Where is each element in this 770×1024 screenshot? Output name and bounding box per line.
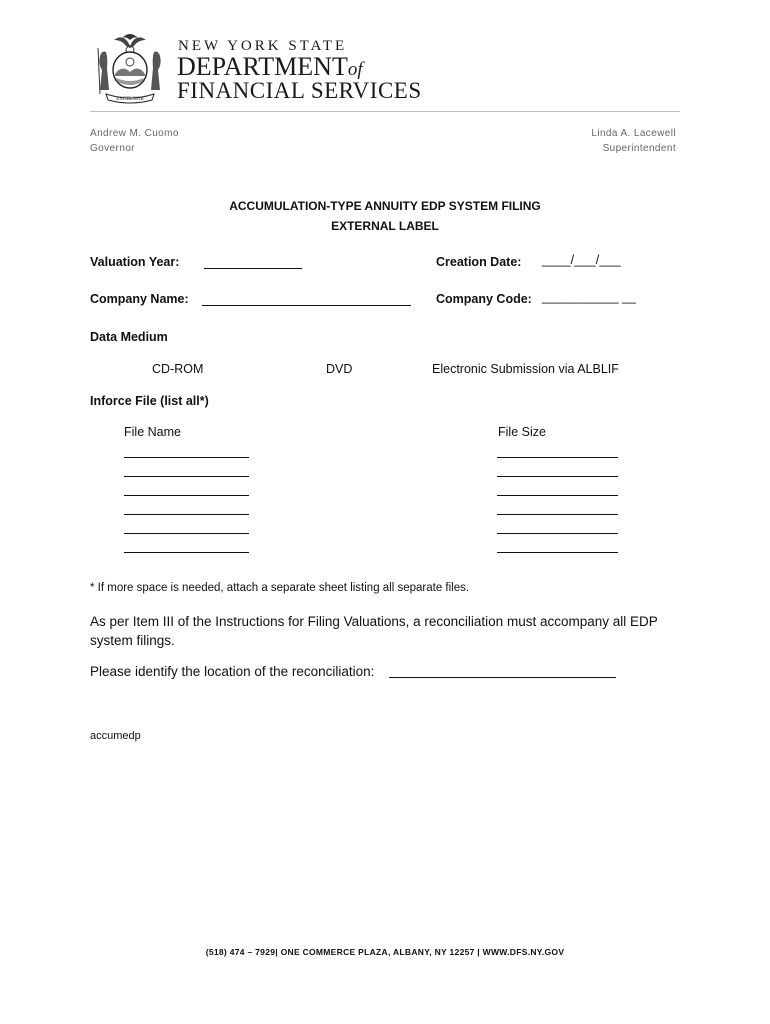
header-divider [90, 111, 680, 112]
file-size-line-4[interactable] [497, 514, 618, 515]
reconciliation-label: Please identify the location of the reconciliation: [90, 664, 375, 679]
data-medium-label: Data Medium [90, 330, 168, 344]
creation-date-field[interactable]: ____/___/___ [542, 253, 621, 267]
footer-contact: (518) 474 – 7929| ONE COMMERCE PLAZA, ALBANY, NY 12257 | WWW.DFS.NY.GOV [205, 947, 565, 957]
nys-seal-logo [92, 28, 168, 106]
file-name-line-4[interactable] [124, 514, 249, 515]
superintendent-block [591, 126, 676, 156]
medium-option-electronic[interactable]: Electronic Submission via ALBLIF [432, 362, 619, 376]
file-name-line-2[interactable] [124, 476, 249, 477]
form-title: ACCUMULATION-TYPE ANNUITY EDP SYSTEM FILING [229, 199, 541, 213]
agency-department-word: DEPARTMENT [177, 52, 348, 81]
medium-option-cdrom[interactable]: CD-ROM [152, 362, 204, 376]
company-code-field[interactable]: ___________ __ [542, 290, 636, 304]
file-size-header: File Size [498, 425, 546, 439]
superintendent-title: Superintendent [602, 143, 676, 154]
form-code: accumedp [90, 730, 141, 742]
file-size-line-5[interactable] [497, 533, 618, 534]
medium-option-dvd[interactable]: DVD [326, 362, 353, 376]
reconciliation-field[interactable] [389, 677, 616, 678]
governor-block [90, 126, 179, 156]
file-name-line-6[interactable] [124, 552, 249, 553]
seal-motto: EXCELSIOR [116, 97, 144, 102]
file-name-line-5[interactable] [124, 533, 249, 534]
file-size-line-2[interactable] [497, 476, 618, 477]
file-name-line-3[interactable] [124, 495, 249, 496]
file-name-line-1[interactable] [124, 457, 249, 458]
file-size-line-3[interactable] [497, 495, 618, 496]
valuation-year-field[interactable] [204, 268, 302, 269]
form-subtitle: EXTERNAL LABEL [331, 219, 439, 233]
company-name-field[interactable] [202, 305, 411, 306]
superintendent-name: Linda A. Lacewell [591, 128, 676, 139]
agency-of-word: of [347, 59, 363, 80]
file-name-header: File Name [124, 425, 181, 439]
file-size-line-1[interactable] [497, 457, 618, 458]
inforce-file-label: Inforce File (list all*) [90, 394, 209, 408]
instruction-paragraph: As per Item III of the Instructions for Filing Valuations, a reconciliation must accompany all EDP system filings. [90, 614, 658, 648]
governor-name: Andrew M. Cuomo [90, 128, 179, 139]
agency-state-line: NEW YORK STATE [178, 38, 348, 54]
footnote-text: * If more space is needed, attach a separate sheet listing all separate files. [90, 582, 470, 594]
creation-date-label: Creation Date: [436, 255, 522, 269]
file-size-line-6[interactable] [497, 552, 618, 553]
valuation-year-label: Valuation Year: [90, 255, 180, 269]
company-code-label: Company Code: [436, 292, 532, 306]
governor-title: Governor [90, 143, 135, 154]
company-name-label: Company Name: [90, 292, 189, 306]
agency-name-line: FINANCIAL SERVICES [177, 78, 422, 103]
